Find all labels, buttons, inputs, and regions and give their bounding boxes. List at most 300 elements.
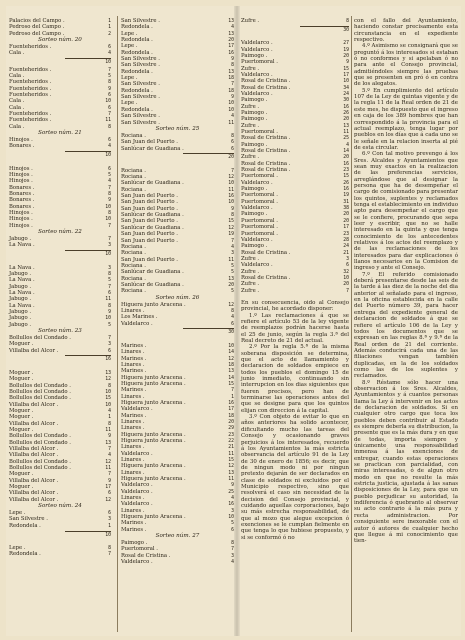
- tally-number: 8: [108, 271, 111, 277]
- town-name: San Silvestre .: [121, 81, 160, 88]
- tally-number: 15: [228, 458, 234, 463]
- town-name: Marines .: [121, 412, 147, 419]
- tally-number: 19: [343, 193, 349, 199]
- tally-number: 28: [343, 237, 349, 243]
- town-name: Redondela .: [121, 37, 153, 44]
- circular-paragraph: 2.º Por la regla 5.ª de la misma soberana disposición se determina, que el acto de llamamiento y declaracion de soldados empiece en todos los pueblos el domingo 15 de junio inmediato, continuando sin interrupcion en los dias siguientes que fueren precisos, pero han de terminarse las operaciones antes del que se designe para que los quintos elijan con direccion á la capital.: [241, 344, 349, 414]
- town-name: Valdelarco .: [121, 482, 153, 489]
- tally-number: 5: [108, 73, 111, 79]
- town-name: Rosal de Cristina .: [241, 274, 291, 281]
- town-name: Valdelarco .: [241, 179, 273, 186]
- tally-number: 9: [108, 86, 111, 92]
- town-name: Sanlúcar de Guadiana .: [121, 180, 184, 187]
- tally-number: 5: [108, 278, 111, 284]
- tally-row: [9, 143, 111, 149]
- tally-number: 23: [343, 168, 349, 174]
- town-name: Fuenteheridos .: [9, 117, 52, 124]
- tally-number: 12: [228, 302, 234, 308]
- tally-row: [121, 146, 234, 152]
- town-name: Marines .: [121, 526, 147, 533]
- tally-number: 12: [228, 356, 234, 362]
- tally-number: 38: [343, 206, 349, 212]
- tally-number: 8: [108, 383, 111, 389]
- tally-row: [121, 321, 234, 327]
- town-name: Cala .: [9, 104, 25, 111]
- tally-number: 4: [108, 51, 111, 57]
- tally-number: 8: [108, 545, 111, 551]
- town-name: Moguer .: [9, 341, 34, 348]
- tally-number: 11: [105, 427, 111, 433]
- town-name: Rosal de Cristina .: [241, 135, 291, 142]
- town-name: Zufre .: [241, 255, 260, 262]
- tally-number: 7: [108, 223, 111, 229]
- town-name: San Juan del Puerto .: [121, 199, 178, 206]
- tally-number: 6: [231, 146, 234, 152]
- tally-number: 7: [346, 288, 349, 294]
- town-name: Valdelarco .: [121, 559, 153, 566]
- tally-number: 1: [108, 523, 111, 529]
- tally-number: 3: [231, 251, 234, 257]
- tally-number: 13: [228, 470, 234, 476]
- town-name: Fuenteheridos .: [9, 44, 52, 51]
- tally-number: 16: [343, 187, 349, 193]
- town-name: Valdelarco .: [241, 71, 273, 78]
- tally-number: 5: [231, 289, 234, 295]
- town-name: Bonares .: [9, 197, 35, 204]
- town-name: Moguer .: [9, 376, 34, 383]
- town-name: Lepe .: [121, 30, 138, 37]
- town-name: Zufre .: [241, 281, 260, 288]
- town-name: Valdelarco .: [121, 406, 153, 413]
- town-name: Hinojos .: [9, 165, 33, 172]
- town-name: San Juan del Puerto .: [121, 231, 178, 238]
- town-name: Puertomoral .: [241, 230, 278, 237]
- tally-number: 9: [108, 309, 111, 315]
- town-name: San Silvestre .: [121, 56, 160, 63]
- town-name: Rociana .: [121, 186, 146, 193]
- subtotal-rule: [65, 355, 111, 356]
- town-name: Paimogo .: [121, 540, 148, 547]
- tally-number: 8: [231, 63, 234, 69]
- town-name: Hinojos .: [9, 178, 33, 185]
- tally-number: 1: [108, 415, 111, 421]
- town-name: Bollullos del Condado .: [9, 458, 71, 465]
- town-name: Redondela .: [121, 49, 153, 56]
- subtotal-rule: [183, 153, 234, 154]
- tally-number: 7: [108, 236, 111, 242]
- town-name: Jabugo .: [9, 315, 32, 322]
- town-name: Zufre .: [241, 268, 260, 275]
- tally-number: 9: [231, 483, 234, 489]
- circular-paragraph: 5.º En cumplimiento del artículo 107 de la Ley de quintas vigente y de la regla 11 de la Real orden de 21 de este mes, he dispuesto que el ingreso en caja de los 389 hombres que han correspondido á la provincia para el actual reemplazo, tenga lugar por pueblos en los días que á cada uno se le señale en la relacion inserta al pié de esta circular.: [354, 87, 458, 151]
- town-name: Zufre .: [241, 287, 260, 294]
- tally-number: 13: [343, 123, 349, 129]
- tally-number: 4: [231, 25, 234, 31]
- tally-number: 34: [343, 85, 349, 91]
- tally-number: 3: [231, 508, 234, 514]
- tally-number: 16: [228, 502, 234, 508]
- town-name: Higuera junto Aracena .: [121, 463, 186, 470]
- tally-number: 7: [108, 335, 111, 341]
- subtotal-rule: [65, 58, 111, 59]
- town-name: Rosal de Cristina .: [241, 160, 291, 167]
- town-name: Zufre .: [241, 103, 260, 110]
- tally-number: 10: [105, 402, 111, 408]
- tally-number: 13: [228, 369, 234, 375]
- town-name: Linares .: [121, 393, 145, 400]
- town-name: Hinojos .: [9, 137, 33, 143]
- tally-number: 10: [105, 389, 111, 395]
- town-name: Marines .: [121, 520, 147, 527]
- subtotal-rule: [65, 250, 111, 251]
- town-name: Linares .: [121, 457, 145, 463]
- tally-number: 18: [228, 88, 234, 94]
- town-name: Los Marines .: [121, 314, 158, 321]
- town-name: Higuera junto Aracena .: [121, 476, 186, 483]
- town-name: Valdelarco .: [121, 488, 153, 495]
- tally-number: 7: [108, 185, 111, 191]
- tally-number: 18: [228, 76, 234, 82]
- tally-number: 6: [108, 491, 111, 497]
- town-name: Bollullos del Condado .: [9, 464, 71, 471]
- town-name: Valdelarco .: [241, 90, 273, 97]
- tally-number: 11: [343, 130, 349, 135]
- town-name: Villalba del Alcor .: [9, 445, 59, 452]
- town-name: Bollullos del Condado .: [9, 334, 71, 341]
- town-name: San Juan del Puerto .: [121, 237, 178, 244]
- tally-number: 9: [231, 95, 234, 101]
- subtotal-block: [9, 250, 111, 258]
- tally-number: 10: [343, 79, 349, 85]
- subtotal-value: 10: [105, 532, 111, 538]
- town-name: Jabugo .: [9, 308, 32, 315]
- tally-number: 11: [105, 118, 111, 124]
- sorteo-heading: Sorteo núm. 27: [155, 533, 200, 540]
- town-name: Villalba del Alcor .: [9, 401, 59, 408]
- tally-number: 12: [105, 377, 111, 383]
- town-name: Bollullos del Condado .: [9, 382, 71, 389]
- town-name: Higuera junto Aracena .: [121, 374, 186, 381]
- sorteo-heading: Sorteo núm. 22: [38, 228, 82, 235]
- town-name: Rosal de Cristina .: [121, 552, 171, 559]
- tally-number: 4: [231, 560, 234, 566]
- tally-number: 5: [231, 521, 234, 527]
- town-name: Bollullos del Condado .: [9, 388, 71, 395]
- tally-number: 26: [343, 110, 349, 116]
- town-name: Higuera junto Aracena .: [121, 437, 186, 444]
- sorteo-heading: Sorteo núm. 24: [38, 503, 82, 510]
- subtotal-rule: [65, 531, 111, 532]
- tally-number: 4: [231, 114, 234, 120]
- tally-number: 7: [108, 446, 111, 452]
- town-name: Paimogo .: [241, 211, 268, 218]
- town-name: Bonares .: [9, 143, 35, 150]
- tally-number: 21: [343, 250, 349, 256]
- tally-row: [9, 348, 111, 354]
- tally-row: [121, 559, 234, 565]
- tally-number: 12: [105, 459, 111, 465]
- tally-number: 4: [108, 453, 111, 459]
- subtotal-rule: [65, 151, 111, 152]
- town-name: Rosal de Cristina .: [241, 84, 291, 91]
- subtotal-block: [9, 58, 111, 66]
- town-name: La Nava .: [9, 277, 35, 284]
- town-name: Bollullos del Condado .: [9, 433, 71, 440]
- tally-number: 13: [105, 370, 111, 376]
- column-1: [9, 18, 111, 558]
- town-name: San Juan del Puerto .: [121, 218, 178, 225]
- tally-number: 4: [108, 144, 111, 150]
- tally-number: 30: [343, 98, 349, 104]
- tally-number: 7: [231, 388, 234, 394]
- town-name: Rosal de Cristina .: [241, 167, 291, 174]
- town-name: Cala .: [9, 50, 25, 57]
- tally-number: 10: [228, 181, 234, 187]
- tally-number: 20: [228, 419, 234, 425]
- town-name: Lepe .: [9, 544, 26, 551]
- town-name: Linares .: [121, 349, 145, 356]
- tally-number: 20: [343, 53, 349, 59]
- tally-number: 9: [108, 198, 111, 204]
- tally-number: 6: [231, 140, 234, 146]
- tally-number: 8: [231, 133, 234, 139]
- town-name: Moguer .: [9, 471, 34, 478]
- tally-number: 3: [346, 256, 349, 262]
- tally-number: 5: [108, 322, 111, 328]
- tally-number: 13: [105, 440, 111, 446]
- tally-number: 7: [108, 472, 111, 478]
- town-name: Marines .: [121, 387, 147, 394]
- town-name: Higuera junto Aracena .: [121, 301, 186, 308]
- town-name: Sanlúcar de Guadiana .: [121, 212, 184, 219]
- town-name: Linares .: [121, 507, 145, 514]
- town-name: Linares .: [121, 418, 145, 425]
- tally-number: 14: [343, 149, 349, 155]
- town-name: Fuenteheridos .: [9, 85, 52, 92]
- town-name: Higuera junto Aracena .: [121, 514, 186, 521]
- tally-number: 18: [228, 413, 234, 419]
- tally-number: 3: [108, 517, 111, 523]
- tally-number: 12: [105, 497, 111, 503]
- tally-row: [9, 242, 111, 248]
- circular-paragraph: con el fallo del Ayuntamiento, haciendo constar precisamente esta circunstancia en el expediente respectivo.: [354, 18, 458, 44]
- town-name: Moguer .: [9, 484, 34, 490]
- town-name: Rociana .: [121, 132, 146, 139]
- tally-number: 27: [343, 41, 349, 47]
- town-name: Rociana .: [121, 262, 146, 269]
- tally-number: 17: [343, 225, 349, 231]
- tally-number: 9: [231, 206, 234, 212]
- town-name: Puertomoral .: [121, 546, 158, 553]
- town-name: Linares .: [121, 361, 145, 368]
- sorteo-heading: Sorteo núm. 21: [38, 130, 82, 136]
- subtotal-value: 10: [105, 153, 111, 159]
- tally-number: 8: [231, 213, 234, 219]
- subtotal-value: 30: [343, 27, 349, 33]
- tally-number: 6: [108, 290, 111, 296]
- tally-number: 10: [228, 515, 234, 521]
- column-3: [241, 18, 349, 541]
- tally-number: 7: [231, 168, 234, 174]
- town-name: Villalba del Alcor .: [9, 420, 59, 427]
- tally-number: 24: [343, 244, 349, 250]
- tally-number: 20: [343, 155, 349, 161]
- tally-number: 24: [343, 91, 349, 97]
- town-name: Paimogo .: [241, 52, 268, 59]
- town-name: Lepe .: [121, 75, 138, 82]
- town-name: Pedroso del Campo .: [9, 24, 65, 31]
- town-name: San Silvestre .: [121, 18, 160, 24]
- tally-number: 20: [343, 218, 349, 224]
- tally-row: [241, 18, 349, 24]
- sorteo-heading: Sorteo núm. 20: [38, 37, 82, 44]
- tally-number: 11: [228, 451, 234, 457]
- tally-number: 7: [231, 82, 234, 88]
- town-name: Puertomoral .: [241, 224, 278, 231]
- tally-number: 25: [228, 489, 234, 495]
- tally-number: 7: [108, 111, 111, 117]
- tally-number: 10: [105, 316, 111, 322]
- tally-number: 18: [228, 362, 234, 368]
- tally-number: 10: [343, 275, 349, 281]
- town-name: Zufre .: [241, 122, 260, 129]
- town-name: Linares .: [121, 425, 145, 432]
- town-name: Fuenteheridos .: [9, 91, 52, 98]
- tally-number: 12: [228, 464, 234, 470]
- newspaper-page: [6, 6, 461, 636]
- tally-number: 8: [108, 303, 111, 309]
- tally-number: 25: [343, 136, 349, 142]
- tally-number: 5: [231, 270, 234, 276]
- town-name: Puertomoral .: [241, 129, 278, 135]
- town-name: Paimogo .: [241, 243, 268, 250]
- tally-number: 11: [105, 465, 111, 471]
- tally-number: 8: [108, 80, 111, 86]
- tally-number: 10: [105, 217, 111, 223]
- town-name: Valdelarco .: [241, 262, 273, 269]
- town-name: Cala .: [9, 72, 25, 79]
- tally-number: 3: [108, 265, 111, 271]
- tally-number: 16: [228, 194, 234, 200]
- town-name: Rociana .: [121, 243, 146, 250]
- tally-number: 16: [343, 104, 349, 110]
- subtotal-value: 20: [228, 155, 234, 161]
- tally-number: 20: [343, 117, 349, 123]
- tally-number: 11: [228, 120, 234, 126]
- tally-number: 7: [231, 238, 234, 244]
- tally-number: 10: [105, 99, 111, 105]
- subtotal-block: [9, 151, 111, 159]
- tally-number: 4: [108, 179, 111, 185]
- subtotal-value: 30: [228, 330, 234, 336]
- tally-number: 32: [343, 269, 349, 275]
- tally-number: 5: [108, 172, 111, 178]
- town-name: Linares .: [121, 444, 145, 451]
- town-name: Fuenteheridos .: [9, 110, 52, 117]
- town-name: San Silvestre .: [121, 62, 160, 69]
- subtotal-block: [121, 328, 234, 336]
- tally-number: 8: [108, 421, 111, 427]
- town-name: Bonares .: [9, 184, 35, 191]
- tally-number: 15: [343, 174, 349, 180]
- town-name: Sanlúcar de Guadiana .: [121, 224, 184, 231]
- town-name: Rociana .: [121, 250, 146, 257]
- tally-number: 11: [228, 187, 234, 193]
- column-rule: [117, 16, 118, 632]
- town-name: Puertomoral .: [241, 192, 278, 199]
- tally-number: 17: [343, 72, 349, 78]
- tally-number: 20: [228, 38, 234, 44]
- circular-paragraph: 3.º Con objeto de evitar lo que en años anteriores ha solido acontecer, dificultando mucho las tareas del Consejo y ocasionando graves perjuicios á los interesados, recuerdo á los Ayuntamientos la más estricta observancia del artículo 91 de la Ley de 30 de enero de 1856; es decir, que de ningun modo ni por ningun pretexto dejarán de ser declarados en clase de soldados ni excluidos por el Municipio respectivo, sino que resolverá el caso sin necesidad de la decision del Consejo provincial, y cuidando aquellas corporaciones, bajo su más estrecha responsabilidad, de que al mozo que alegue excepcion ó exenciones se le cumplan fielmente en que tenga lo que hubiese propuesto, y si se conformó ó no: [241, 414, 349, 541]
- town-name: Sanlúcar de Guadiana .: [121, 281, 184, 288]
- town-name: Palacios del Campo .: [9, 18, 65, 24]
- sorteo-heading: Sorteo núm. 25: [155, 125, 200, 132]
- town-name: Redondela .: [121, 87, 153, 94]
- tally-number: 17: [228, 44, 234, 50]
- tally-number: 3: [108, 342, 111, 348]
- tally-number: 16: [343, 161, 349, 167]
- subtotal-value: 10: [105, 60, 111, 66]
- tally-number: 6: [108, 45, 111, 51]
- tally-number: 6: [231, 527, 234, 533]
- circular-paragraph: 4.º Asimismo se consignará que se preguntó á los interesados si estaban ó no conformes y si apelaban ó no para ante el Consejo provincial, admitiéndoles siempre las pruebas que se presenten en pró ó en contra de los alegatos.: [354, 43, 458, 88]
- town-name: San Juan del Puerto .: [121, 205, 178, 212]
- circular-paragraph: 6.º Con tal motivo prevengo á los Sres. Alcaldes y Ayuntamientos que sean muy exactos en la realizacion de las preferencias servicios, arreglándose que al designar la persona que ha de desempeñar el cargo de comisionado para presentar los quintos, suplentes y reclamados tenga el establecimiento en individuo apto para desempeñar el cargo que se le confiere, procurando que sepa leer y escribir, que no se halle interesado en la quinta y que tenga conocimiento de los antecedentes relativos á los actos del reemplazo y de las reclamaciones de los interesados para dar explicaciones ó llanos necesarios en la Comision de ingreso y ante el Consejo.: [354, 151, 458, 272]
- town-name: Marines .: [121, 342, 147, 349]
- town-name: Paimogo .: [241, 109, 268, 116]
- town-name: Moguer .: [9, 407, 34, 414]
- circular-paragraph: 7.º El referido comisionado deberá presentarse desde las seis de la tarde á las diez de la noche del dia anterior al señalado para el ingreso, en la oficina establecida en la calle del Puerto número 39, para hacer entrega del expediente general de declaracion de soldados á que se refiere el artículo 106 de la Ley y todos los documentos que se expresan en las reglas 8.ª y 9.ª de la Real orden de 21 del corriente. Además conducirá cada una de las filiaciones vengan también duplicadas, en la de los soldados como las de los suplentes y reclamados.: [354, 271, 458, 380]
- tally-number: 23: [343, 231, 349, 237]
- tally-number: 7: [108, 284, 111, 290]
- town-name: Hinojos .: [9, 222, 33, 229]
- tally-number: 12: [228, 225, 234, 231]
- tally-number: 4: [346, 142, 349, 148]
- town-name: Valdelarco .: [241, 236, 273, 243]
- tally-number: 13: [228, 276, 234, 282]
- town-name: Valdelarco .: [121, 320, 153, 327]
- tally-number: 7: [108, 67, 111, 73]
- town-name: Paimogo .: [241, 97, 268, 104]
- town-name: San Silvestre .: [9, 516, 48, 523]
- column-2: [121, 18, 234, 566]
- tally-number: 10: [105, 204, 111, 210]
- town-name: Cala .: [9, 98, 25, 105]
- subtotal-value: 10: [105, 252, 111, 258]
- page-fold-shadow: [234, 6, 240, 636]
- tally-row: [9, 551, 111, 557]
- town-name: San Juan del Puerto .: [121, 193, 178, 200]
- tally-number: 14: [228, 375, 234, 381]
- column-rule: [351, 16, 352, 632]
- town-name: Jabugo .: [9, 235, 32, 242]
- town-name: Linares .: [121, 495, 145, 502]
- town-name: Linares .: [121, 469, 145, 476]
- sorteo-heading: Sorteo núm. 23: [38, 327, 82, 334]
- town-name: Zufre .: [241, 65, 260, 72]
- town-name: Higuera junto Aracena .: [121, 399, 186, 406]
- tally-number: 10: [228, 200, 234, 206]
- tally-number: 4: [231, 315, 234, 321]
- tally-number: 23: [228, 432, 234, 438]
- town-name: La Nava .: [9, 302, 35, 309]
- tally-number: 2: [108, 31, 111, 37]
- subtotal-block: [241, 26, 349, 34]
- tally-number: 13: [228, 19, 234, 24]
- town-name: Bollullos del Condado .: [9, 395, 71, 402]
- tally-row: [9, 523, 111, 529]
- tally-number: 1: [108, 25, 111, 31]
